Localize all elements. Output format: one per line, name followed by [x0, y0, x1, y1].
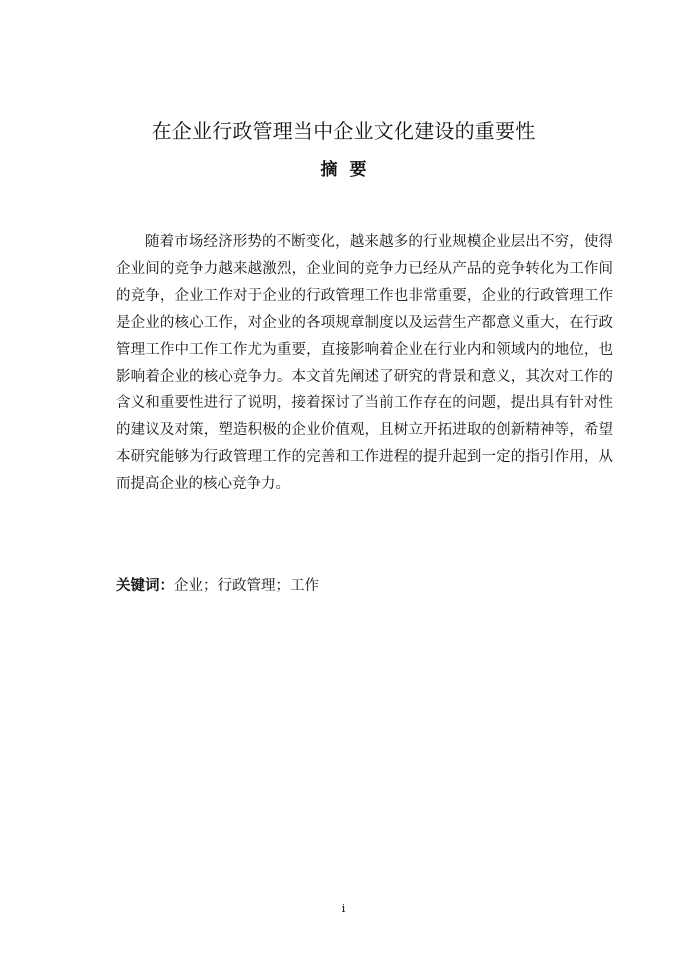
keywords-label: 关键词：	[116, 578, 174, 594]
page-number: i	[341, 902, 346, 915]
keywords-line	[116, 575, 319, 597]
abstract-heading-char-1: 摘	[320, 160, 338, 180]
abstract-heading-char-2: 要	[349, 160, 367, 180]
keywords-value: 企业；行政管理；工作	[174, 578, 319, 594]
abstract-paragraph: 随着市场经济形势的不断变化，越来越多的行业规模企业层出不穷，使得企业间的竞争力越来越激烈，企业间的竞争力已经从产品的竞争转化为工作间的竞争，企业工作对于企业的行政管理工作也非常重要，企业的行政管理工作是企业的核心工作，对企业的各项规章制度以及运营生产都意义重大，在行政管理工作中工作工作尤为重要，直接影响着企业在行业内和领域内的地位，也影响着企业的核心竞争力。本文首先阐述了研究的背景和意义，其次对工作的含义和重要性进行了说明，接着探讨了当前工作存在的问题，提出具有针对性的建议及对策，塑造积极的企业价值观，且树立开拓进取的创新精神等，希望本研究能够为行政管理工作的完善和工作进程的提升起到一定的指引作用，从而提高企业的核心竞争力。	[116, 234, 613, 493]
document-title: 在企业行政管理当中企业文化建设的重要性	[151, 119, 536, 143]
abstract-heading	[0, 158, 687, 182]
